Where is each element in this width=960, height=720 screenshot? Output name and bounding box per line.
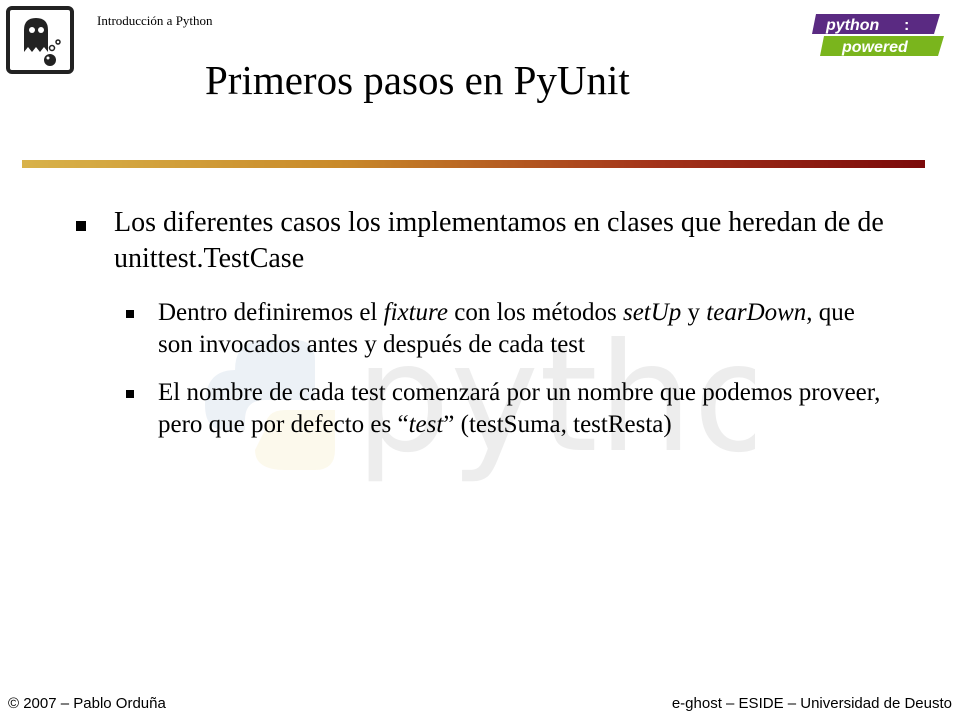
emphasis-text: setUp <box>622 299 682 326</box>
svg-text:powered: powered <box>842 39 908 56</box>
square-bullet-icon <box>126 390 134 398</box>
ghost-logo-icon <box>6 6 74 74</box>
sub-bullet-text: con los métodos <box>447 299 623 326</box>
emphasis-text: test <box>408 411 444 438</box>
sub-bullet-text: ” (testSuma, testResta) <box>443 411 672 438</box>
sub-bullet-item <box>70 377 890 441</box>
bullet-text: Los diferentes casos los implementamos en clases que heredan de de unittest.TestCase <box>114 207 884 274</box>
footer-copyright: © 2007 – Pablo Orduña <box>8 695 166 712</box>
slide-title: Primeros pasos en PyUnit <box>205 57 630 103</box>
title-divider <box>22 160 925 168</box>
bullet-item <box>70 205 890 277</box>
slide-content <box>70 205 890 457</box>
svg-text:python: pytho <box>355 312 755 486</box>
sub-bullet-text: El nombre de cada test comenzará por un nombre que podemos proveer, pero que por defecto es “ <box>158 379 881 438</box>
course-title: Introducción a Python <box>97 13 213 28</box>
sub-bullet-text: Dentro definiremos el <box>158 299 384 326</box>
square-bullet-icon <box>126 310 134 318</box>
svg-text::: : <box>904 17 910 34</box>
sub-bullet-text: , que son invocados antes y después de cada test <box>158 299 855 358</box>
footer-institution: e-ghost – ESIDE – Universidad de Deusto <box>671 695 952 712</box>
emphasis-text: tearDown <box>706 299 807 326</box>
python-powered-logo <box>812 10 946 60</box>
square-bullet-icon <box>76 221 86 231</box>
sub-bullet-item <box>70 297 890 361</box>
sub-bullet-text: y <box>681 299 707 326</box>
emphasis-text: fixture <box>383 299 448 326</box>
svg-text:python: python <box>826 17 880 34</box>
